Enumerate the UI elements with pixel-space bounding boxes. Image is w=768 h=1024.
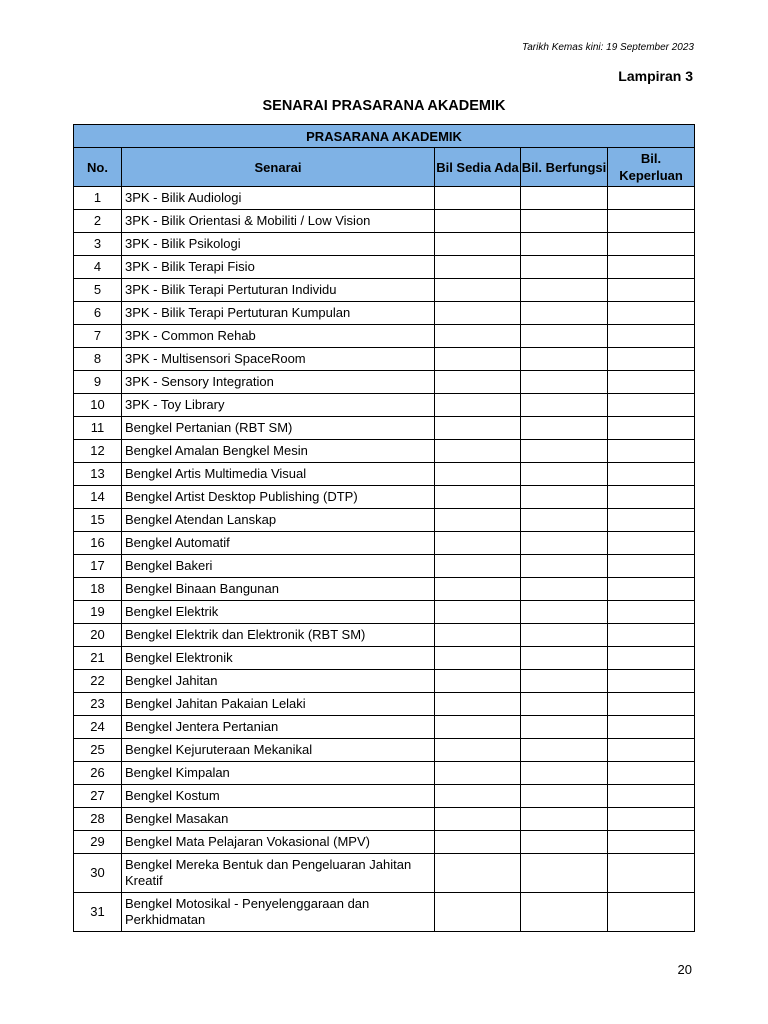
facility-name: Bengkel Mata Pelajaran Vokasional (MPV) <box>122 831 435 854</box>
bil-keperluan-cell[interactable] <box>608 302 695 325</box>
update-date: Tarikh Kemas kini: 19 September 2023 <box>522 42 694 53</box>
facility-name: 3PK - Bilik Terapi Pertuturan Individu <box>122 279 435 302</box>
bil-keperluan-cell[interactable] <box>608 555 695 578</box>
facility-name: 3PK - Bilik Terapi Fisio <box>122 256 435 279</box>
row-number: 18 <box>74 578 122 601</box>
column-header-senarai: Senarai <box>122 148 435 187</box>
facility-name: Bengkel Jahitan Pakaian Lelaki <box>122 693 435 716</box>
bil-berfungsi-cell[interactable] <box>521 854 608 893</box>
facility-name: Bengkel Elektronik <box>122 647 435 670</box>
facility-name: Bengkel Jentera Pertanian <box>122 716 435 739</box>
bil-sedia-ada-cell[interactable] <box>435 509 521 532</box>
bil-berfungsi-cell[interactable] <box>521 256 608 279</box>
row-number: 23 <box>74 693 122 716</box>
table-row <box>74 578 695 601</box>
bil-sedia-ada-cell[interactable] <box>435 578 521 601</box>
table-row <box>74 302 695 325</box>
row-number: 12 <box>74 440 122 463</box>
bil-keperluan-cell[interactable] <box>608 785 695 808</box>
facility-name: Bengkel Kimpalan <box>122 762 435 785</box>
facility-name: Bengkel Elektrik <box>122 601 435 624</box>
bil-keperluan-cell[interactable] <box>608 739 695 762</box>
facility-name: Bengkel Automatif <box>122 532 435 555</box>
bil-keperluan-cell[interactable] <box>608 647 695 670</box>
bil-sedia-ada-cell[interactable] <box>435 831 521 854</box>
facility-name: Bengkel Elektrik dan Elektronik (RBT SM) <box>122 624 435 647</box>
bil-berfungsi-cell[interactable] <box>521 509 608 532</box>
bil-keperluan-cell[interactable] <box>608 509 695 532</box>
row-number: 8 <box>74 348 122 371</box>
row-number: 5 <box>74 279 122 302</box>
row-number: 25 <box>74 739 122 762</box>
table-row <box>74 647 695 670</box>
bil-sedia-ada-cell[interactable] <box>435 187 521 210</box>
bil-keperluan-cell[interactable] <box>608 394 695 417</box>
row-number: 26 <box>74 762 122 785</box>
row-number: 29 <box>74 831 122 854</box>
bil-sedia-ada-cell[interactable] <box>435 394 521 417</box>
table-row <box>74 762 695 785</box>
bil-sedia-ada-cell[interactable] <box>435 762 521 785</box>
bil-keperluan-cell[interactable] <box>608 210 695 233</box>
row-number: 27 <box>74 785 122 808</box>
table-row <box>74 486 695 509</box>
bil-sedia-ada-cell[interactable] <box>435 670 521 693</box>
bil-berfungsi-cell[interactable] <box>521 417 608 440</box>
bil-berfungsi-cell[interactable] <box>521 463 608 486</box>
table-row <box>74 739 695 762</box>
facility-name: Bengkel Artist Desktop Publishing (DTP) <box>122 486 435 509</box>
table-row <box>74 716 695 739</box>
bil-berfungsi-cell[interactable] <box>521 647 608 670</box>
facility-name: 3PK - Common Rehab <box>122 325 435 348</box>
facility-name: Bengkel Atendan Lanskap <box>122 509 435 532</box>
facility-name: Bengkel Masakan <box>122 808 435 831</box>
table-row <box>74 279 695 302</box>
row-number: 21 <box>74 647 122 670</box>
bil-sedia-ada-cell[interactable] <box>435 601 521 624</box>
table-row <box>74 670 695 693</box>
bil-sedia-ada-cell[interactable] <box>435 808 521 831</box>
academic-facilities-table <box>73 124 695 932</box>
bil-keperluan-cell[interactable] <box>608 532 695 555</box>
bil-sedia-ada-cell[interactable] <box>435 555 521 578</box>
facility-name: 3PK - Bilik Orientasi & Mobiliti / Low Vision <box>122 210 435 233</box>
column-header-bil-berfungsi: Bil. Berfungsi <box>521 148 608 187</box>
bil-berfungsi-cell[interactable] <box>521 210 608 233</box>
bil-sedia-ada-cell[interactable] <box>435 647 521 670</box>
row-number: 17 <box>74 555 122 578</box>
row-number: 31 <box>74 893 122 932</box>
row-number: 3 <box>74 233 122 256</box>
bil-sedia-ada-cell[interactable] <box>435 624 521 647</box>
bil-berfungsi-cell[interactable] <box>521 578 608 601</box>
bil-berfungsi-cell[interactable] <box>521 762 608 785</box>
facility-name: Bengkel Binaan Bangunan <box>122 578 435 601</box>
bil-berfungsi-cell[interactable] <box>521 348 608 371</box>
facility-name: 3PK - Sensory Integration <box>122 371 435 394</box>
facility-name: Bengkel Artis Multimedia Visual <box>122 463 435 486</box>
row-number: 14 <box>74 486 122 509</box>
facility-name: 3PK - Bilik Terapi Pertuturan Kumpulan <box>122 302 435 325</box>
page-number: 20 <box>677 962 692 977</box>
bil-berfungsi-cell[interactable] <box>521 601 608 624</box>
row-number: 7 <box>74 325 122 348</box>
row-number: 11 <box>74 417 122 440</box>
table-row <box>74 555 695 578</box>
table-row <box>74 893 695 932</box>
bil-berfungsi-cell[interactable] <box>521 325 608 348</box>
facility-name: Bengkel Kostum <box>122 785 435 808</box>
bil-keperluan-cell[interactable] <box>608 279 695 302</box>
column-header-bil-keperluan: Bil. Keperluan <box>608 148 695 187</box>
appendix-label: Lampiran 3 <box>618 68 693 84</box>
table-row <box>74 233 695 256</box>
table-row <box>74 808 695 831</box>
table-row <box>74 348 695 371</box>
facility-name: Bengkel Kejuruteraan Mekanikal <box>122 739 435 762</box>
bil-sedia-ada-cell[interactable] <box>435 532 521 555</box>
bil-berfungsi-cell[interactable] <box>521 371 608 394</box>
facility-name: Bengkel Pertanian (RBT SM) <box>122 417 435 440</box>
facility-name: 3PK - Toy Library <box>122 394 435 417</box>
facility-name: 3PK - Bilik Psikologi <box>122 233 435 256</box>
bil-keperluan-cell[interactable] <box>608 348 695 371</box>
bil-keperluan-cell[interactable] <box>608 893 695 932</box>
bil-keperluan-cell[interactable] <box>608 831 695 854</box>
table-row <box>74 417 695 440</box>
bil-sedia-ada-cell[interactable] <box>435 210 521 233</box>
bil-keperluan-cell[interactable] <box>608 854 695 893</box>
bil-berfungsi-cell[interactable] <box>521 893 608 932</box>
table-main-header: PRASARANA AKADEMIK <box>74 125 695 148</box>
bil-sedia-ada-cell[interactable] <box>435 486 521 509</box>
table-row <box>74 440 695 463</box>
table-row <box>74 509 695 532</box>
bil-sedia-ada-cell[interactable] <box>435 739 521 762</box>
bil-sedia-ada-cell[interactable] <box>435 854 521 893</box>
row-number: 4 <box>74 256 122 279</box>
row-number: 16 <box>74 532 122 555</box>
bil-sedia-ada-cell[interactable] <box>435 371 521 394</box>
table-row <box>74 394 695 417</box>
bil-berfungsi-cell[interactable] <box>521 555 608 578</box>
facility-name: Bengkel Jahitan <box>122 670 435 693</box>
facility-name: Bengkel Mereka Bentuk dan Pengeluaran Jahitan Kreatif <box>122 854 435 893</box>
bil-berfungsi-cell[interactable] <box>521 394 608 417</box>
bil-berfungsi-cell[interactable] <box>521 693 608 716</box>
row-number: 2 <box>74 210 122 233</box>
bil-berfungsi-cell[interactable] <box>521 486 608 509</box>
bil-berfungsi-cell[interactable] <box>521 233 608 256</box>
bil-berfungsi-cell[interactable] <box>521 532 608 555</box>
table-row <box>74 256 695 279</box>
bil-keperluan-cell[interactable] <box>608 187 695 210</box>
bil-sedia-ada-cell[interactable] <box>435 302 521 325</box>
bil-keperluan-cell[interactable] <box>608 808 695 831</box>
table-row <box>74 187 695 210</box>
bil-sedia-ada-cell[interactable] <box>435 256 521 279</box>
bil-keperluan-cell[interactable] <box>608 463 695 486</box>
row-number: 6 <box>74 302 122 325</box>
bil-keperluan-cell[interactable] <box>608 325 695 348</box>
bil-berfungsi-cell[interactable] <box>521 808 608 831</box>
facility-name: 3PK - Multisensori SpaceRoom <box>122 348 435 371</box>
table-row <box>74 785 695 808</box>
bil-keperluan-cell[interactable] <box>608 417 695 440</box>
row-number: 15 <box>74 509 122 532</box>
row-number: 13 <box>74 463 122 486</box>
bil-keperluan-cell[interactable] <box>608 670 695 693</box>
facility-name: Bengkel Motosikal - Penyelenggaraan dan Perkhidmatan <box>122 893 435 932</box>
row-number: 10 <box>74 394 122 417</box>
bil-keperluan-cell[interactable] <box>608 256 695 279</box>
table-row <box>74 854 695 893</box>
bil-berfungsi-cell[interactable] <box>521 279 608 302</box>
table-row <box>74 693 695 716</box>
row-number: 22 <box>74 670 122 693</box>
table-row <box>74 371 695 394</box>
bil-keperluan-cell[interactable] <box>608 716 695 739</box>
table-row <box>74 210 695 233</box>
bil-keperluan-cell[interactable] <box>608 601 695 624</box>
bil-keperluan-cell[interactable] <box>608 578 695 601</box>
column-header-bil-sedia-ada: Bil Sedia Ada <box>435 148 521 187</box>
table-row <box>74 463 695 486</box>
bil-berfungsi-cell[interactable] <box>521 670 608 693</box>
bil-sedia-ada-cell[interactable] <box>435 233 521 256</box>
table-row <box>74 325 695 348</box>
facility-name: Bengkel Bakeri <box>122 555 435 578</box>
bil-keperluan-cell[interactable] <box>608 486 695 509</box>
bil-sedia-ada-cell[interactable] <box>435 716 521 739</box>
table-row <box>74 624 695 647</box>
row-number: 30 <box>74 854 122 893</box>
bil-sedia-ada-cell[interactable] <box>435 348 521 371</box>
bil-sedia-ada-cell[interactable] <box>435 785 521 808</box>
row-number: 28 <box>74 808 122 831</box>
bil-berfungsi-cell[interactable] <box>521 831 608 854</box>
bil-keperluan-cell[interactable] <box>608 233 695 256</box>
bil-sedia-ada-cell[interactable] <box>435 463 521 486</box>
bil-keperluan-cell[interactable] <box>608 624 695 647</box>
table-row <box>74 532 695 555</box>
table-row <box>74 601 695 624</box>
row-number: 24 <box>74 716 122 739</box>
row-number: 19 <box>74 601 122 624</box>
table-row <box>74 831 695 854</box>
bil-sedia-ada-cell[interactable] <box>435 693 521 716</box>
row-number: 20 <box>74 624 122 647</box>
facility-name: 3PK - Bilik Audiologi <box>122 187 435 210</box>
bil-sedia-ada-cell[interactable] <box>435 279 521 302</box>
bil-sedia-ada-cell[interactable] <box>435 417 521 440</box>
bil-keperluan-cell[interactable] <box>608 762 695 785</box>
facility-name: Bengkel Amalan Bengkel Mesin <box>122 440 435 463</box>
bil-sedia-ada-cell[interactable] <box>435 440 521 463</box>
bil-berfungsi-cell[interactable] <box>521 302 608 325</box>
column-header-no: No. <box>74 148 122 187</box>
bil-keperluan-cell[interactable] <box>608 693 695 716</box>
row-number: 9 <box>74 371 122 394</box>
bil-sedia-ada-cell[interactable] <box>435 325 521 348</box>
bil-berfungsi-cell[interactable] <box>521 440 608 463</box>
row-number: 1 <box>74 187 122 210</box>
bil-sedia-ada-cell[interactable] <box>435 893 521 932</box>
bil-berfungsi-cell[interactable] <box>521 624 608 647</box>
bil-berfungsi-cell[interactable] <box>521 187 608 210</box>
bil-berfungsi-cell[interactable] <box>521 716 608 739</box>
bil-berfungsi-cell[interactable] <box>521 785 608 808</box>
table-body <box>74 187 695 932</box>
bil-berfungsi-cell[interactable] <box>521 739 608 762</box>
bil-keperluan-cell[interactable] <box>608 371 695 394</box>
bil-keperluan-cell[interactable] <box>608 440 695 463</box>
document-title: SENARAI PRASARANA AKADEMIK <box>262 98 506 114</box>
